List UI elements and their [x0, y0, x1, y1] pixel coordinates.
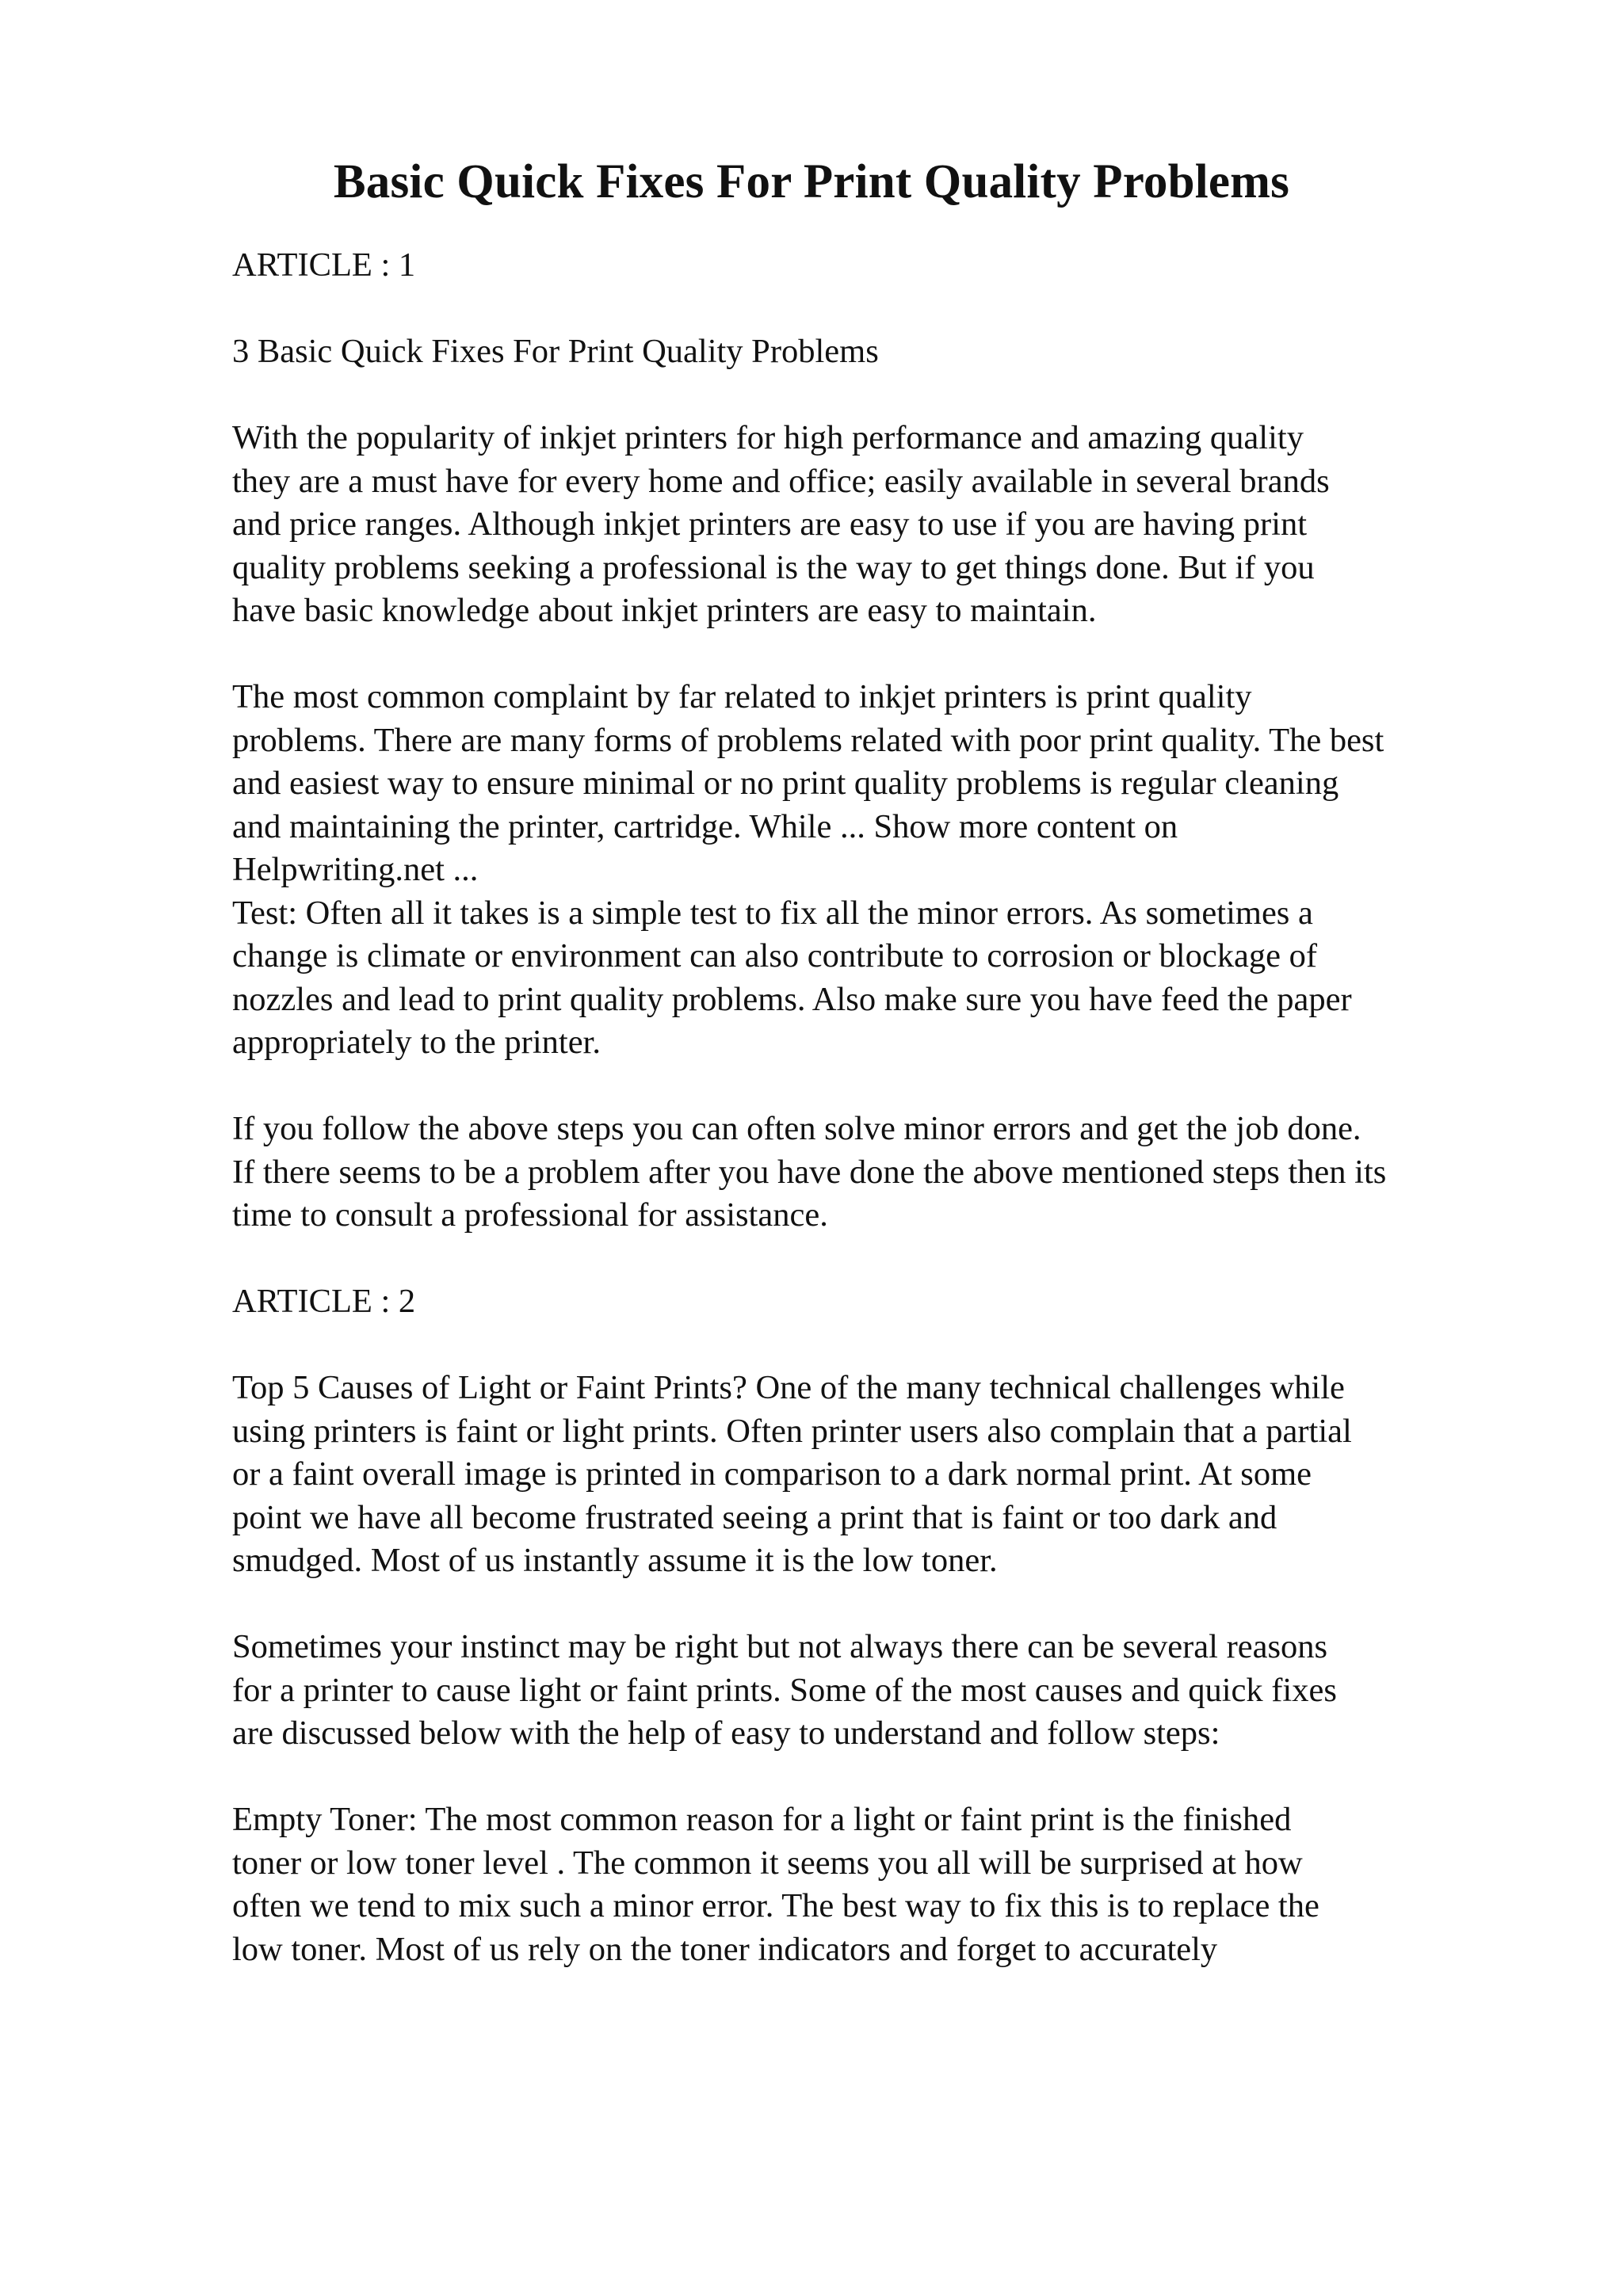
text-line: Empty Toner: The most common reason for a light or faint print is the finished: [232, 1801, 1292, 1838]
text-line: they are a must have for every home and office; easily available in several brands: [232, 462, 1330, 500]
text-line: ARTICLE : 2: [232, 1283, 416, 1320]
paragraph-follow-steps: [232, 1108, 1532, 1238]
text-line: Sometimes your instinct may be right but not always there can be several reasons: [232, 1628, 1328, 1665]
text-line: toner or low toner level . The common it seems you all will be surprised at how: [232, 1844, 1303, 1882]
text-line: low toner. Most of us rely on the toner indicators and forget to accurately: [232, 1930, 1218, 1968]
document-title: Basic Quick Fixes For Print Quality Problems: [333, 155, 1290, 208]
text-line: quality problems seeking a professional is the way to get things done. But if you: [232, 548, 1315, 586]
text-line: using printers is faint or light prints. Often printer users also complain that a partial: [232, 1412, 1352, 1450]
text-line: appropriately to the printer.: [232, 1024, 601, 1061]
text-line: often we tend to mix such a minor error. The best way to fix this is to replace the: [232, 1887, 1319, 1924]
paragraph-inkjet-popularity: [232, 417, 1532, 633]
text-line: With the popularity of inkjet printers for high performance and amazing quality: [232, 419, 1304, 456]
text-line: Helpwriting.net ...: [232, 851, 479, 888]
paragraph-test: [232, 892, 1532, 1065]
text-line: Test: Often all it takes is a simple test to fix all the minor errors. As sometimes a: [232, 894, 1313, 932]
paragraph-instinct: [232, 1626, 1532, 1756]
text-line: If there seems to be a problem after you have done the above mentioned steps then its: [232, 1153, 1387, 1191]
text-line: or a faint overall image is printed in comparison to a dark normal print. At some: [232, 1455, 1312, 1493]
text-line: nozzles and lead to print quality problems. Also make sure you have feed the paper: [232, 980, 1352, 1018]
text-line: Top 5 Causes of Light or Faint Prints? One of the many technical challenges while: [232, 1369, 1345, 1406]
text-line: ARTICLE : 1: [232, 246, 416, 284]
text-line: problems. There are many forms of problems related with poor print quality. The best: [232, 721, 1384, 759]
text-line: are discussed below with the help of easy to understand and follow steps:: [232, 1714, 1220, 1752]
text-line: and easiest way to ensure minimal or no print quality problems is regular cleaning: [232, 765, 1339, 802]
article-1-subtitle: [232, 330, 1532, 374]
text-line: for a printer to cause light or faint prints. Some of the most causes and quick fixes: [232, 1671, 1337, 1709]
text-line: 3 Basic Quick Fixes For Print Quality Problems: [232, 333, 879, 370]
paragraph-empty-toner: [232, 1798, 1532, 1971]
article-1-heading: [232, 244, 1532, 288]
text-line: point we have all become frustrated seeing a print that is faint or too dark and: [232, 1498, 1277, 1536]
text-line: change is climate or environment can also contribute to corrosion or blockage of: [232, 937, 1317, 974]
document-body: [232, 244, 1532, 2015]
text-line: If you follow the above steps you can often solve minor errors and get the job done.: [232, 1110, 1361, 1147]
text-line: time to consult a professional for assistance.: [232, 1196, 828, 1234]
text-line: and maintaining the printer, cartridge. While ... Show more content on: [232, 807, 1178, 845]
text-line: The most common complaint by far related to inkjet printers is print quality: [232, 678, 1252, 715]
paragraph-common-complaint: [232, 676, 1532, 892]
text-line: smudged. Most of us instantly assume it is the low toner.: [232, 1542, 998, 1579]
article-2-heading: [232, 1280, 1532, 1324]
text-line: have basic knowledge about inkjet printers are easy to maintain.: [232, 592, 1097, 629]
text-line: and price ranges. Although inkjet printers are easy to use if you are having print: [232, 505, 1308, 543]
paragraph-faint-prints: [232, 1367, 1532, 1583]
